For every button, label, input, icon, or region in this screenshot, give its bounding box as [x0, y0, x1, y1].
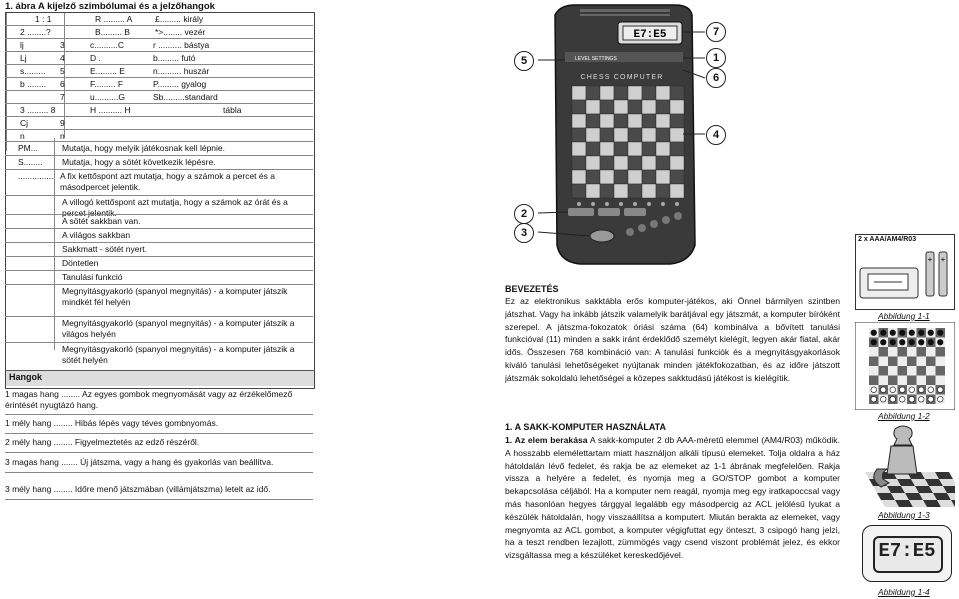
symbol-cell: r .......... bástya [153, 40, 210, 50]
chess-piece [899, 387, 905, 393]
mini-square [936, 347, 946, 357]
board-square [600, 142, 614, 156]
symbol-cell: 5 [60, 66, 65, 76]
message-divider [5, 195, 313, 196]
message-code: S........ [18, 157, 43, 167]
board-square [670, 128, 684, 142]
mini-square [917, 366, 927, 376]
board-square [656, 184, 670, 198]
board-square [656, 86, 670, 100]
file-led [577, 202, 581, 206]
board-square [572, 114, 586, 128]
message-text: Döntetlen [62, 258, 99, 268]
chess-piece [928, 396, 934, 402]
mini-square [898, 376, 908, 386]
file-led [591, 202, 595, 206]
message-divider [5, 155, 313, 156]
board-square [586, 86, 600, 100]
mini-square [888, 357, 898, 367]
board-square [572, 100, 586, 114]
chess-piece [871, 339, 877, 345]
row-divider [5, 25, 313, 26]
symbol-cell: n.......... huszár [153, 66, 210, 76]
symbol-cell: R ......... A [95, 14, 133, 24]
chess-piece [890, 387, 896, 393]
board-square [670, 100, 684, 114]
message-divider [5, 169, 313, 170]
board-square [614, 170, 628, 184]
chess-piece [899, 330, 905, 336]
mini-square [869, 347, 879, 357]
symbol-cell: D . [90, 53, 101, 63]
board-square [600, 100, 614, 114]
symbol-cell: 3 [60, 40, 65, 50]
board-square [670, 156, 684, 170]
hangok-header: Hangok [6, 370, 314, 386]
chess-piece [937, 339, 943, 345]
chessboard [572, 86, 684, 206]
svg-text:+: + [927, 255, 933, 264]
mini-square [898, 366, 908, 376]
battery-label: 2 x AAA/AM4/R03 [858, 236, 917, 243]
row-divider [5, 103, 313, 104]
caption-1-2: Abbildung 1-2 [878, 411, 930, 421]
board-square [586, 114, 600, 128]
chess-piece [928, 387, 934, 393]
sound-item: 1 mély hang ........ Hibás lépés vagy téves gombnyomás. [5, 418, 219, 428]
chess-piece [899, 339, 905, 345]
sound-divider [5, 433, 313, 434]
symbol-cell: c..........C [90, 40, 125, 50]
mini-square [936, 357, 946, 367]
message-divider [5, 214, 313, 215]
file-led [661, 202, 665, 206]
board-square [628, 142, 642, 156]
intro-heading: BEVEZETÉS [505, 284, 559, 294]
message-divider [5, 141, 313, 142]
svg-text:CHESS COMPUTER: CHESS COMPUTER [580, 74, 664, 81]
pawn-figure-1-3 [855, 424, 955, 508]
caption-1-4: Abbildung 1-4 [878, 587, 930, 597]
message-text: Megnyitásgyakorló (spanyol megnyitás) - a komputer játszik a sötét helyén [62, 344, 295, 365]
sound-divider [5, 452, 313, 453]
board-square [614, 128, 628, 142]
board-square [586, 142, 600, 156]
symbol-cell: 9 [60, 118, 65, 128]
symbol-cell: n [60, 131, 65, 141]
board-square [586, 184, 600, 198]
symbol-cell: lj [20, 40, 24, 50]
mini-square [898, 357, 908, 367]
board-square [600, 86, 614, 100]
board-square [656, 100, 670, 114]
board-square [642, 184, 656, 198]
board-square [572, 170, 586, 184]
board-square [642, 128, 656, 142]
callout-5: 5 [514, 51, 534, 71]
board-square [572, 86, 586, 100]
board-square [642, 170, 656, 184]
message-text: Sakkmatt - sötét nyert. [62, 244, 148, 254]
message-text: A fix kettőspont azt mutatja, hogy a számok a percet és a másodpercet jelentik. [60, 171, 275, 192]
chess-piece [918, 339, 924, 345]
intro-text: Ez az elektronikus sakktábla erős komputer-játékos, aki Önnel bármilyen szintben játszhat. Vagy ha inkább játszik valamelyik barátjával egy játszmát, a komputer bíróként szerepel. A játszma-fokozatok óriási száma (64) kombinálva a bővített tanulási funkcióval (11) minden a sakk iránt érdeklődő személyt kielégít, legyen akár fiatal, akár idős. Összesen 768 kombináció van: A tanulási funkciók és a megnyitásgyakorlások kiváló tanulási lehetőségeket nyújtanak minden játékfokozatban, és az időre játszott játszmák sokoldalú lehetőségei a közepes sakktudású játékost is kielégítik. [505, 296, 840, 383]
symbol-cell: 4 [60, 53, 65, 63]
board-square [656, 156, 670, 170]
chess-piece [928, 339, 934, 345]
symbol-cell: *>........ vezér [155, 27, 206, 37]
symbol-cell: 1 : 1 [35, 14, 52, 24]
message-text: Megnyitásgyakorló (spanyol megnyitás) - a komputer játszik a világos helyén [62, 318, 295, 339]
board-square [600, 156, 614, 170]
board-square [670, 170, 684, 184]
mini-square [907, 357, 917, 367]
board-square [642, 142, 656, 156]
board-square [614, 100, 628, 114]
mini-square [879, 366, 889, 376]
sound-divider [5, 414, 313, 415]
mini-square [898, 347, 908, 357]
board-square [628, 114, 642, 128]
symbol-cell: F......... F [90, 79, 124, 89]
message-text: Tanulási funkció [62, 272, 123, 282]
symbol-cell: E......... E [90, 66, 125, 76]
mini-square [926, 376, 936, 386]
chess-piece [871, 387, 877, 393]
chess-piece [909, 396, 915, 402]
board-square [642, 86, 656, 100]
board-square [628, 128, 642, 142]
board-square [642, 156, 656, 170]
board-square [572, 156, 586, 170]
chess-piece [937, 396, 943, 402]
row-divider [5, 90, 313, 91]
chess-piece [937, 330, 943, 336]
message-divider [5, 228, 313, 229]
board-square [586, 170, 600, 184]
chess-piece [909, 387, 915, 393]
chess-piece [880, 330, 886, 336]
message-text: Mutatja, hogy a sötét következik lépésre. [62, 157, 216, 167]
file-led [619, 202, 623, 206]
symbol-cell: B......... B [95, 27, 130, 37]
callout-7: 7 [706, 22, 726, 42]
board-square [628, 86, 642, 100]
message-text: Megnyitásgyakorló (spanyol megnyitás) - a komputer játszik mindkét fél helyén [62, 286, 288, 307]
callout-3: 3 [514, 223, 534, 243]
symbol-cell: 6 [60, 79, 65, 89]
board-square [628, 156, 642, 170]
board-square [656, 142, 670, 156]
board-square [586, 156, 600, 170]
row-divider [5, 64, 313, 65]
go-stop-button [590, 230, 614, 242]
symbol-cell: s......... [20, 66, 46, 76]
chess-piece [928, 330, 934, 336]
chess-piece [871, 330, 877, 336]
board-figure-1-2 [855, 322, 955, 410]
chess-piece [890, 330, 896, 336]
lcd-display-large: E7:E5 [878, 540, 936, 562]
board-square [572, 142, 586, 156]
battery-figure [855, 234, 955, 310]
battery-icon [856, 246, 954, 308]
board-square [670, 86, 684, 100]
message-divider [5, 270, 313, 271]
board-square [600, 170, 614, 184]
board-square [614, 86, 628, 100]
board-square [670, 184, 684, 198]
row-divider [5, 129, 313, 130]
mini-square [936, 376, 946, 386]
mini-square [936, 366, 946, 376]
mini-square [869, 366, 879, 376]
chess-piece [937, 387, 943, 393]
symbol-cell: b......... futó [153, 53, 196, 63]
usage-text [505, 434, 840, 562]
message-divider [5, 316, 313, 317]
svg-text:+: + [940, 255, 946, 264]
row-divider [5, 77, 313, 78]
chess-piece [890, 339, 896, 345]
mini-square [907, 376, 917, 386]
mini-square [879, 357, 889, 367]
board-square [600, 114, 614, 128]
board-square [614, 184, 628, 198]
chess-piece [871, 396, 877, 402]
usage-heading: 1. A SAKK-KOMPUTER HASZNÁLATA [505, 422, 666, 432]
symbol-cell: n [20, 131, 25, 141]
symbol-cell: 7 [60, 92, 65, 102]
caption-1-3: Abbildung 1-3 [878, 510, 930, 520]
mini-square [926, 347, 936, 357]
message-text: A sötét sakkban van. [62, 216, 141, 226]
mini-square [888, 376, 898, 386]
chess-piece [880, 339, 886, 345]
mini-square [926, 366, 936, 376]
symbol-cell: Sb.........standard [153, 92, 218, 102]
board-square [628, 170, 642, 184]
chess-piece [880, 396, 886, 402]
message-divider [5, 242, 313, 243]
message-text: Mutatja, hogy melyik játékosnak kell lépnie. [62, 143, 225, 153]
chess-piece [880, 387, 886, 393]
page-title: 1. ábra A kijelző szimbólumai és a jelzőhangok [5, 1, 215, 12]
symbol-cell: H .......... H [90, 105, 131, 115]
sound-item: 3 mély hang ........ Időre menő játszmában (villámjátszma) letelt az idő. [5, 484, 271, 494]
mini-square [869, 376, 879, 386]
file-led [605, 202, 609, 206]
board-square [600, 184, 614, 198]
symbol-cell: b ........ [20, 79, 46, 89]
file-led [647, 202, 651, 206]
board-square [614, 142, 628, 156]
callout-2: 2 [514, 204, 534, 224]
symbol-cell: 3 ......... 8 [20, 105, 56, 115]
row-divider [5, 38, 313, 39]
sound-divider [5, 499, 313, 500]
mini-square [888, 366, 898, 376]
symbol-cell: 2 ........? [20, 27, 51, 37]
symbol-cell: P......... gyalog [153, 79, 207, 89]
board-square [600, 128, 614, 142]
message-divider [5, 342, 313, 343]
caption-1-1: Abbildung 1-1 [878, 311, 930, 321]
mini-square [917, 376, 927, 386]
board-square [656, 114, 670, 128]
display-figure [862, 525, 952, 582]
usage-subheading: 1. Az elem berakása [505, 435, 588, 445]
message-text: A villogó kettőspont azt mutatja, hogy a számok az órát és a percet jelentik. [62, 197, 288, 218]
board-square [642, 100, 656, 114]
chess-piece [918, 387, 924, 393]
chess-piece [909, 339, 915, 345]
symbol-cell: u..........G [90, 92, 125, 102]
message-code: PM... [18, 143, 38, 153]
symbol-cell: Cj [20, 118, 29, 128]
button-b [598, 208, 620, 216]
chess-piece [918, 396, 924, 402]
mini-square [926, 357, 936, 367]
board-square [614, 114, 628, 128]
callout-1: 1 [706, 48, 726, 68]
message-code: ............... [18, 171, 54, 181]
sound-divider [5, 472, 313, 473]
chess-piece [909, 330, 915, 336]
chess-piece [918, 330, 924, 336]
row-divider [5, 51, 313, 52]
mini-square [917, 357, 927, 367]
board-square [614, 156, 628, 170]
symbol-cell: tábla [223, 105, 242, 115]
svg-text:LEVEL SETTINGS: LEVEL SETTINGS [575, 56, 617, 62]
chess-piece [890, 396, 896, 402]
sound-item: 3 magas hang ....... Új játszma, vagy a hang és gyakorlás van beállítva. [5, 457, 274, 467]
board-square [628, 100, 642, 114]
board-square [628, 184, 642, 198]
symbol-cell: £......... király [155, 14, 204, 24]
mini-square [907, 366, 917, 376]
board-square [670, 114, 684, 128]
symbol-cell: Lj [20, 53, 27, 63]
board-square [642, 114, 656, 128]
usage-body: A sakk-komputer 2 db AAA-méretű elemmel (AM4/R03) működik. A hosszabb elemélettartam miatt használjon alkáli típusú elemeket. Tolja oldalra a ház hátoldalán lévő fedelet, és rakja be az elemeket az 1-1 ábrának megfelelően. Rakja vissza a helyére a fedelet, és nyomja meg a GO/STOP gombot a komputer bekapcsolása céljából. Ha a komputer nem reagál, nyomja meg egy iratkapoccsal vagy más hasonlóan hegyes tárggyal legalább egy másodpercig az ACL jelölésű lyukat a készülék hátoldalán, hogy visszaállítsa a komputert. Miután berakta az elemeket, vagy megnyomta az ACL gombot, a komputer végigfuttat egy önteszt, 3 csipogó hang jelzi, ha a teszt rendben lezajlott, zümmögés vagy csend viszont problémát jelez, és ekkor vizsgáltassa meg a készüléket kereskedőjével. [505, 435, 840, 561]
message-divider [5, 284, 313, 285]
file-led [633, 202, 637, 206]
board-square [572, 184, 586, 198]
mini-square [917, 347, 927, 357]
board-square [670, 142, 684, 156]
board-square [656, 170, 670, 184]
sound-item: 2 mély hang ........ Figyelmeztetés az edző részéről. [5, 437, 200, 447]
callout-4: 4 [706, 125, 726, 145]
mini-square [879, 347, 889, 357]
board-square [656, 128, 670, 142]
mini-square [907, 347, 917, 357]
row-divider [5, 116, 313, 117]
button-c [624, 208, 646, 216]
message-divider [5, 256, 313, 257]
callout-6: 6 [706, 68, 726, 88]
file-led [675, 202, 679, 206]
mini-square [879, 376, 889, 386]
message-text: A világos sakkban [62, 230, 131, 240]
board-square [586, 128, 600, 142]
mini-square [888, 347, 898, 357]
chess-piece [899, 396, 905, 402]
svg-text:E7:E5: E7:E5 [633, 29, 667, 41]
board-square [572, 128, 586, 142]
board-square [586, 100, 600, 114]
button-a [568, 208, 594, 216]
mini-square [869, 357, 879, 367]
sound-item: 1 magas hang ........ Az egyes gombok megnyomását vagy az érzékelőmező érintését nyugtázó hang. [5, 389, 293, 410]
